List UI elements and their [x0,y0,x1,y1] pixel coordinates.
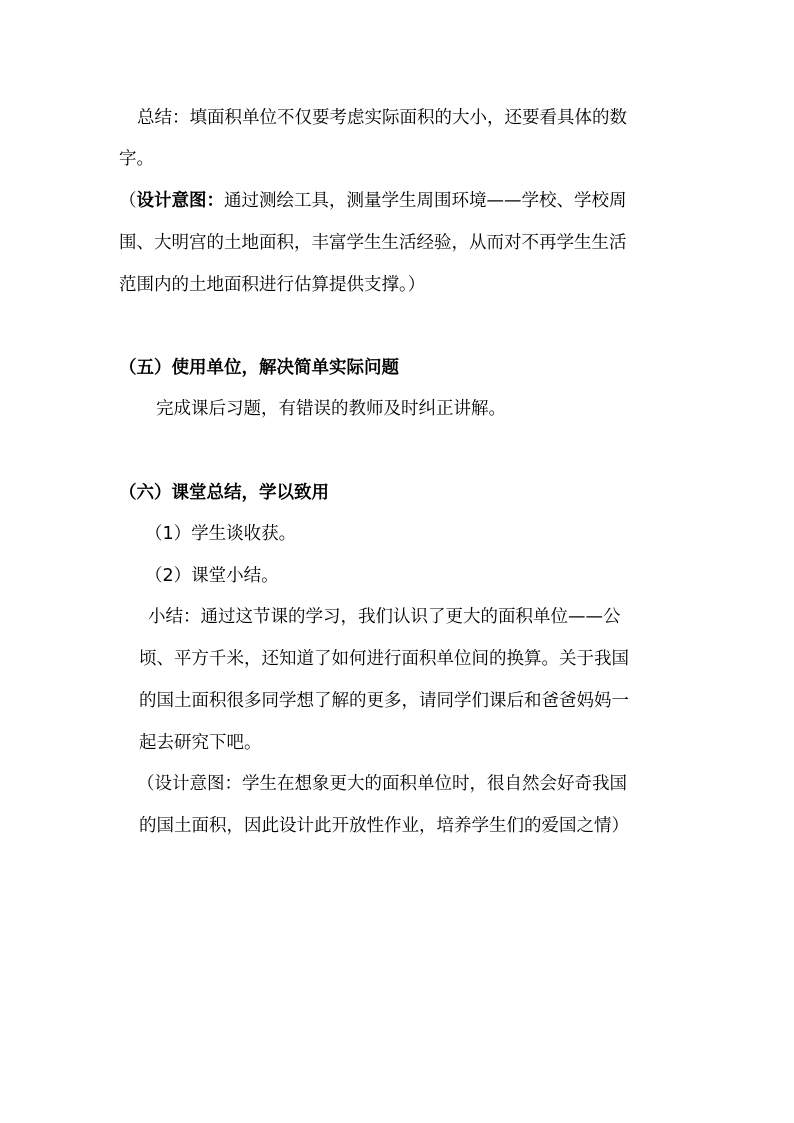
section-6-item-1: （1）学生谈收获。 [145,524,297,544]
section-6-summary-line-2: 顷、平方千米，还知道了如何进行面积单位间的换算。关于我国 [139,649,629,669]
section-6-design-line-2: 的国土面积，因此设计此开放性作业，培养学生们的爱国之情） [139,816,629,836]
design-intent-1-line-3: 范围内的土地面积进行估算提供支撑。） [119,275,426,295]
section-6-heading: （六）课堂总结，学以致用 [119,483,329,503]
design-intent-1-line-1 [119,190,627,212]
section-6-design-line-1: （设计意图：学生在想象更大的面积单位时，很自然会好奇我国 [137,774,627,794]
section-6-summary-line-3: 的国土面积很多同学想了解的更多，请同学们课后和爸爸妈妈一 [139,691,629,711]
section-5-heading: （五）使用单位，解决简单实际问题 [119,358,399,378]
design-intent-1-line-2: 围、大明宫的土地面积，丰富学生生活经验，从而对不再学生生活 [119,233,627,253]
section-6-item-2: （2）课堂小结。 [145,566,279,586]
design-intent-1-open-paren: （ [119,191,137,211]
section-6-summary-line-1: 小结：通过这节课的学习，我们认识了更大的面积单位——公 [148,607,621,627]
section-5-body: 完成课后习题，有错误的教师及时纠正讲解。 [156,399,506,419]
section-6-summary-line-4: 起去研究下吧。 [139,733,262,753]
summary-line-1: 总结：填面积单位不仅要考虑实际面积的大小，还要看具体的数 [137,108,627,128]
design-intent-1-line-1-rest: 通过测绘工具，测量学生周围环境——学校、学校周 [224,191,627,211]
summary-line-2: 字。 [119,149,154,169]
design-intent-1-label: 设计意图： [136,191,224,211]
